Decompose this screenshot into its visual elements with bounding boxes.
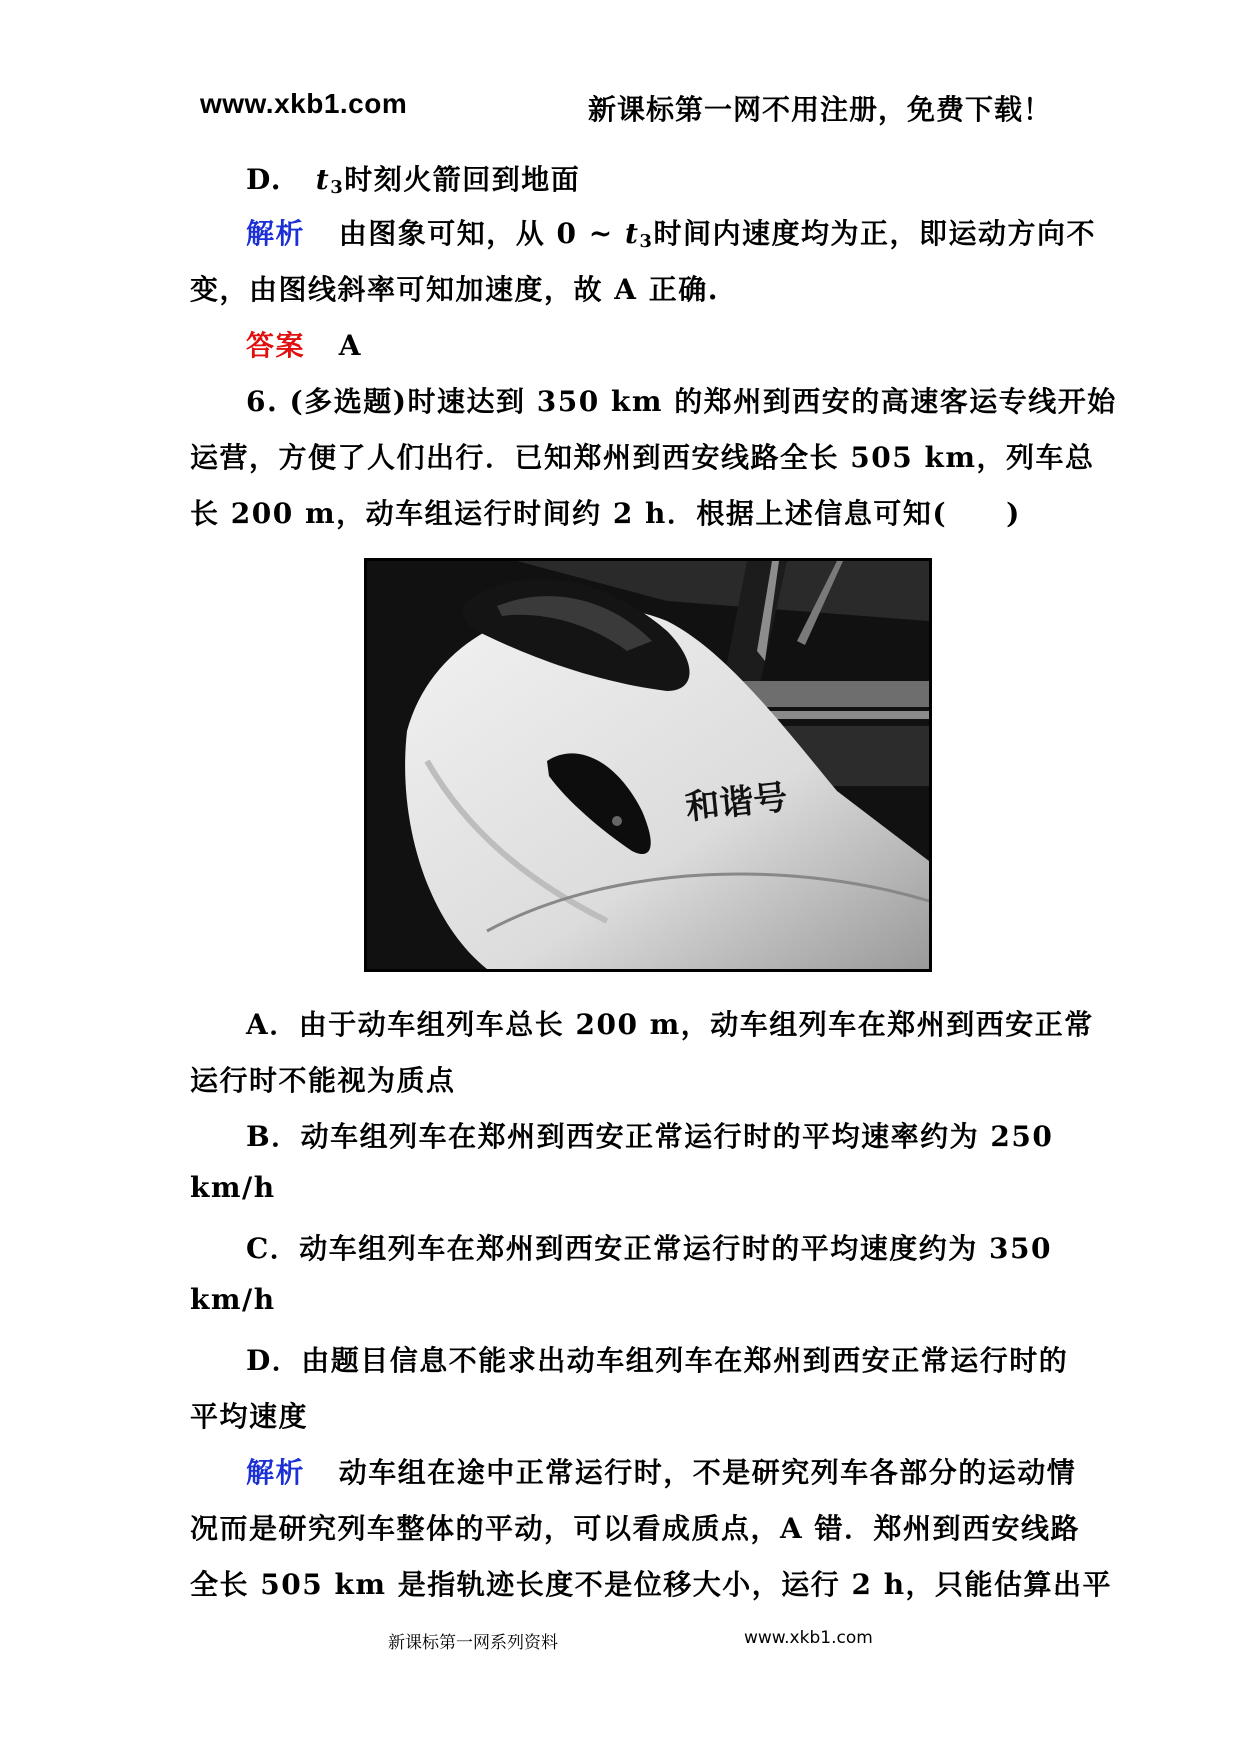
time-var: t (315, 163, 331, 196)
train-illustration (367, 561, 929, 969)
answer-tag: 答案 (246, 329, 306, 362)
footer-series-text: 新课标第一网系列资料 (388, 1633, 558, 1653)
analysis-tag: 解析 (246, 217, 306, 250)
option-d-line1: D．由题目信息不能求出动车组列车在郑州到西安正常运行时的 (246, 1344, 1069, 1377)
time-sub: 3 (330, 177, 345, 198)
analysis2-line3: 全长 505 km 是指轨迹长度不是位移大小，运行 2 h，只能估算出平 (190, 1568, 1113, 1601)
prev-option-d (246, 158, 580, 198)
train-photo (364, 558, 932, 972)
option-a-line1: A．由于动车组列车总长 200 m，动车组列车在郑州到西安正常 (246, 1008, 1094, 1041)
answer-value: A (338, 329, 362, 362)
option-b-line2: km/h (190, 1171, 276, 1204)
option-a-line2: 运行时不能视为质点 (190, 1064, 456, 1097)
question6-line3: 长 200 m，动车组运行时间约 2 h．根据上述信息可知( ) (190, 497, 1021, 530)
option-label: D. (246, 163, 283, 196)
analysis-tag: 解析 (246, 1456, 306, 1489)
analysis2-line2: 况而是研究列车整体的平动，可以看成质点，A 错．郑州到西安线路 (190, 1512, 1080, 1545)
train-name-text: 和谐号 (683, 777, 790, 828)
question6-line1: 6. (多选题)时速达到 350 km 的郑州到西安的高速客运专线开始 (246, 385, 1117, 418)
question6-line2: 运营，方便了人们出行．已知郑州到西安线路全长 505 km，列车总 (190, 441, 1095, 474)
analysis2-line1: 解析 动车组在途中正常运行时，不是研究列车各部分的运动情 (246, 1456, 1077, 1489)
analysis1-line2: 变，由图线斜率可知加速度，故 A 正确. (190, 273, 719, 306)
option-b-line1: B．动车组列车在郑州到西安正常运行时的平均速率约为 250 (246, 1120, 1054, 1153)
option-text: 时刻火箭回到地面 (344, 163, 581, 196)
option-c-line2: km/h (190, 1283, 276, 1316)
header-slogan: 新课标第一网不用注册，免费下载！ (588, 93, 1053, 126)
header-site-link[interactable]: www.xkb1.com (200, 88, 408, 119)
option-d-line2: 平均速度 (190, 1400, 309, 1433)
option-c-line1: C．动车组列车在郑州到西安正常运行时的平均速度约为 350 (246, 1232, 1052, 1265)
analysis1-line1: 解析 由图象可知，从 0 ~ $t_3$时间内速度均为正，即运动方向不 (246, 217, 1096, 252)
footer-site-link[interactable]: www.xkb1.com (744, 1628, 873, 1648)
answer1 (246, 324, 362, 364)
